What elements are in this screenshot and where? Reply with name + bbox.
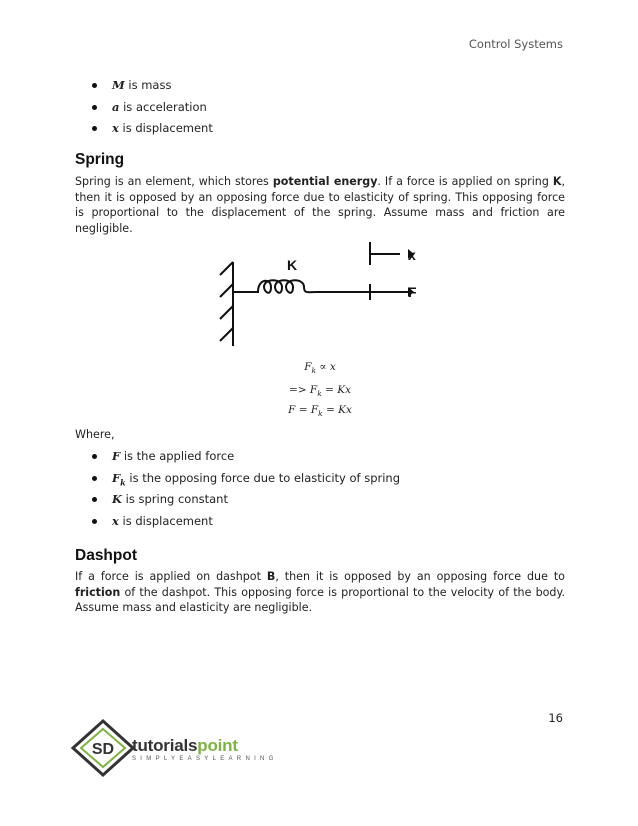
symbol: K bbox=[112, 492, 122, 506]
displacement-label: x bbox=[408, 247, 416, 263]
bullet-text: is mass bbox=[124, 78, 172, 92]
logo-badge: SD bbox=[91, 741, 115, 758]
bullet-text: is displacement bbox=[118, 121, 213, 135]
force-label: F bbox=[408, 284, 417, 300]
section-heading-spring: Spring bbox=[75, 151, 125, 168]
page-number: 16 bbox=[548, 711, 563, 725]
bullet-dot bbox=[92, 476, 97, 481]
bold-term: friction bbox=[75, 585, 121, 599]
spring-label: K bbox=[287, 257, 298, 273]
wall-hatching bbox=[220, 262, 233, 341]
bullet-dot bbox=[92, 83, 97, 88]
equation-3: $F = F_k = Kx$ bbox=[288, 404, 352, 419]
bullet-dot bbox=[92, 126, 97, 131]
bold-term: potential energy bbox=[272, 175, 378, 188]
dashpot-paragraph: If a force is applied on dashpot B, then it is opposed by an opposing force due to friction of the dashpot. This opposing force is proportional to the velocity of the body. Assume mass and elasticity are negligible. bbox=[75, 570, 565, 614]
bullet-text: is the applied force bbox=[120, 449, 235, 463]
running-header: Control Systems bbox=[468, 37, 563, 51]
where-label: Where, bbox=[75, 428, 115, 441]
bullet-dot bbox=[92, 105, 97, 110]
bold-term: B bbox=[266, 570, 276, 583]
spring-paragraph: Spring is an element, which stores potential energy. If a force is applied on spring K, then it is opposed by an opposing force due to elasticity of spring. This opposing force is proportional to the displacement of the spring. Assume mass and friction are negligible. bbox=[75, 175, 566, 235]
section-heading-dashpot: Dashpot bbox=[75, 547, 137, 564]
symbol: F bbox=[112, 470, 121, 485]
logo-tagline: SIMPLYEASYLEARNING bbox=[132, 756, 278, 762]
symbol: x bbox=[112, 513, 119, 528]
symbol: a bbox=[112, 99, 120, 114]
bullet-dot bbox=[92, 497, 97, 502]
bold-term: K bbox=[552, 175, 562, 188]
equation-2: => $F_k = Kx$ bbox=[288, 384, 351, 399]
symbol: M bbox=[112, 78, 125, 92]
bullet-text: is displacement bbox=[118, 513, 213, 528]
bullet-text: is acceleration bbox=[119, 99, 207, 114]
bullet-dot bbox=[92, 454, 97, 459]
spring-coil bbox=[233, 280, 317, 293]
symbol: F bbox=[112, 449, 121, 463]
spring-diagram bbox=[200, 232, 440, 352]
symbol: x bbox=[112, 121, 119, 135]
bullet-text: is the opposing force due to elasticity of spring bbox=[125, 470, 401, 485]
bullet-text: is spring constant bbox=[122, 492, 228, 506]
symbol-subscript: k bbox=[120, 476, 126, 487]
equation-1: $F_k \propto x$ bbox=[304, 361, 336, 376]
logo-wordmark: tutorialspoint bbox=[132, 736, 238, 755]
bullet-dot bbox=[92, 519, 97, 524]
tutorialspoint-logo-icon bbox=[70, 718, 136, 778]
